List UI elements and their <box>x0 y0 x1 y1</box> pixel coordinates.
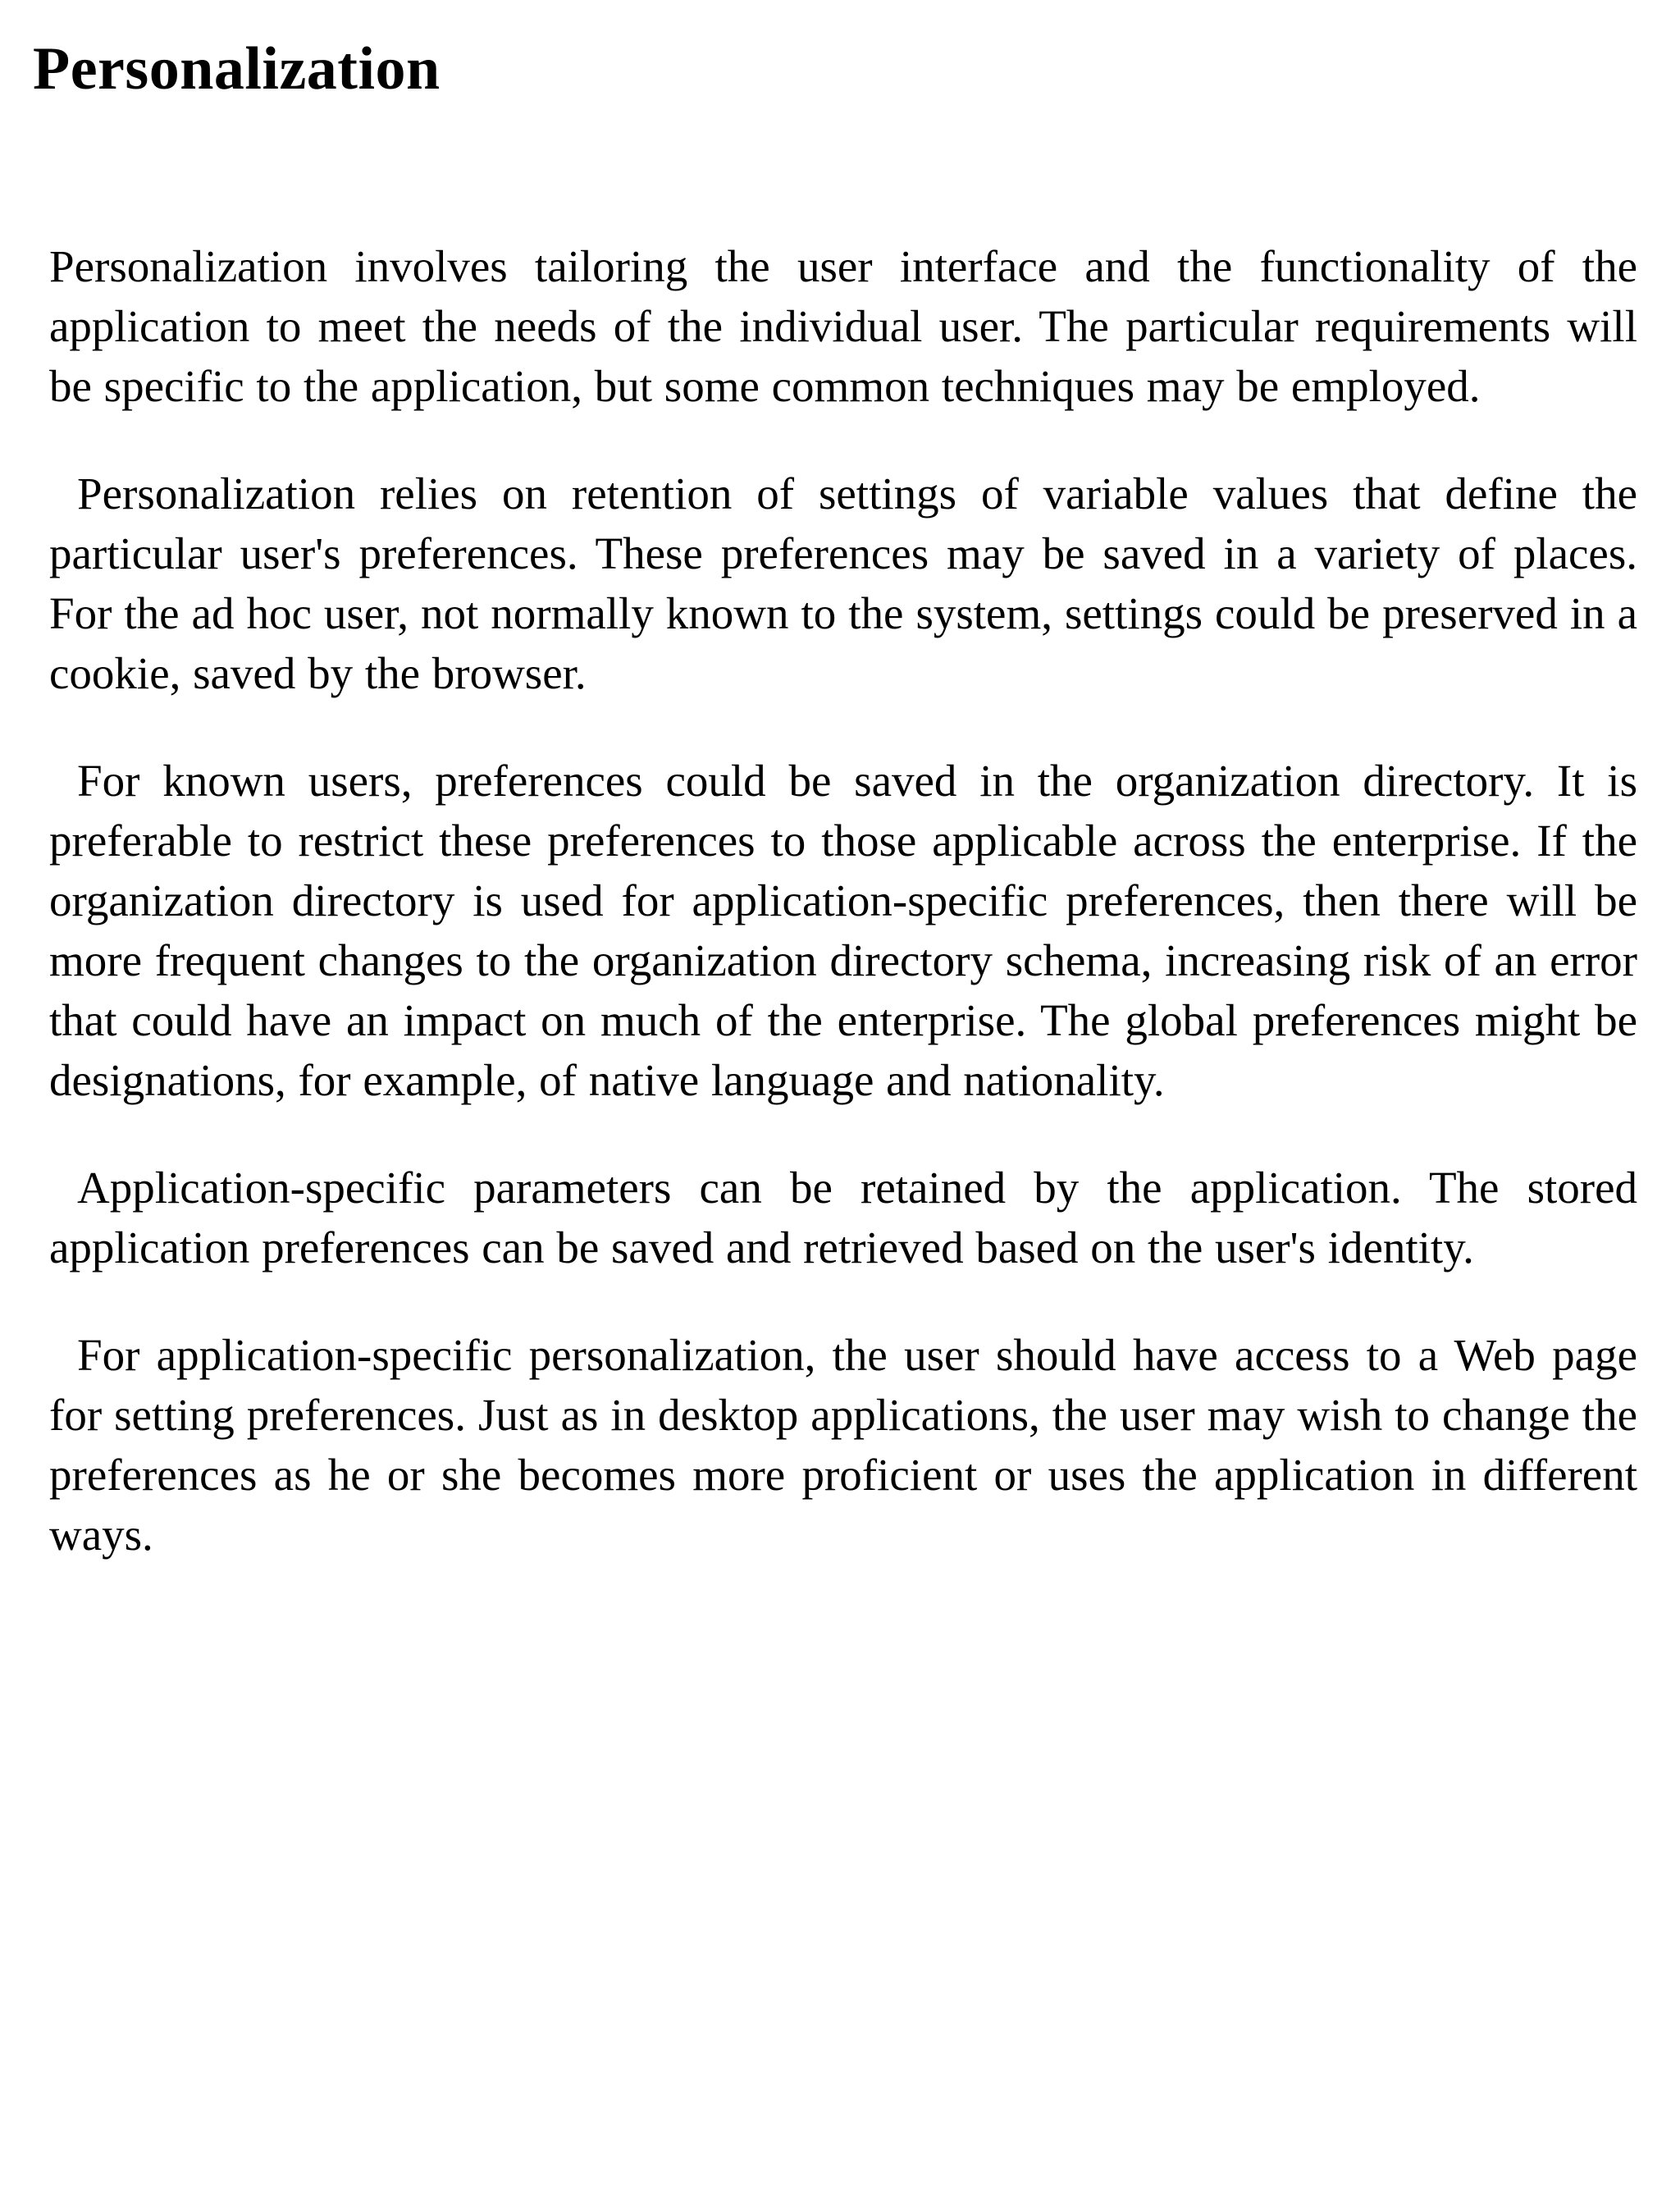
paragraph-5: For application-specific personalization, the user should have access to a Web page for setting preferences. Just as in desktop applications, the user may wish to change the preferences as he or she becomes more proficient or uses the application in different ways. <box>49 1330 1637 1560</box>
paragraph-2: Personalization relies on retention of settings of variable values that define the particular user's preferences. These preferences may be saved in a variety of places. For the ad hoc user, not normally known to the system, settings could be preserved in a cookie, saved by the browser. <box>49 468 1637 698</box>
paragraph-4: Application-specific parameters can be retained by the application. The stored application preferences can be saved and retrieved based on the user's identity. <box>49 1163 1637 1273</box>
paragraph-3: For known users, preferences could be saved in the organization directory. It is preferable to restrict these preferences to those applicable across the enterprise. If the organization directory is used for application-specific preferences, then there will be more frequent changes to the organization directory schema, increasing risk of an error that could have an impact on much of the enterprise. The global preferences might be designations, for example, of native language and nationality. <box>49 756 1637 1105</box>
paragraph-1: Personalization involves tailoring the user interface and the functionality of the application to meet the needs of the individual user. The particular requirements will be specific to the application, but some common techniques may be employed. <box>49 241 1637 411</box>
page-title: Personalization <box>33 35 441 103</box>
document-body <box>49 236 1637 1612</box>
